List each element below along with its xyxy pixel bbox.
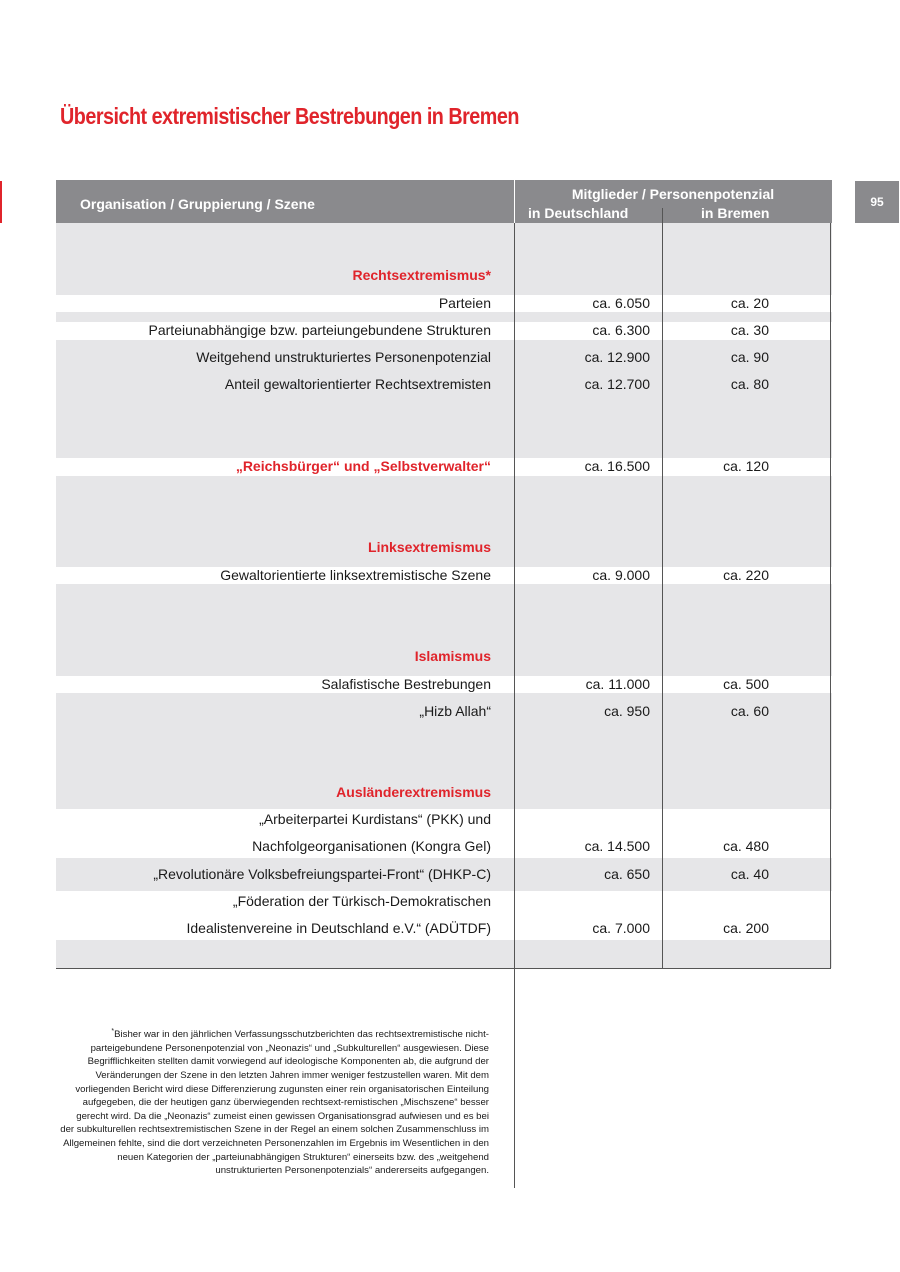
value-deutschland: ca. 16.500 <box>584 458 650 474</box>
row-label-continued: Nachfolgeorganisationen (Kongra Gel) <box>252 838 491 854</box>
footnote-text: Bisher war in den jährlichen Verfassungsschutzberichten das rechtsextremistische nicht-parteigebundene Personenpotenzial von „Neonazis“ und „Subkulturellen“ ausgewiesen. Diese Begrifflichkeiten stellten damit vorwiegend auf ideologische Komponenten ab, die aufgrund der Veränderungen der Szene in den letzten Jahren immer weniger festzustellen waren. Mit dem vorliegenden Bericht wird diese Differenzierung zugunsten einer rein organisatorischen Einteilung aufgegeben, die der heutigen ganz überwiegenden rechtsext-remistischen „Mischszene“ besser gerecht wird. Da die „Neonazis“ zumeist einen gewissen Organisationsgrad aufwiesen und es bei der subkulturellen rechtsextremistischen Szene in der Regel an einem solchen Zusammenschluss im Allgemeinen fehlte, sind die dort verzeichneten Personenzahlen im Ergebnis im Wesentlichen in den neuen Kategorien der „parteiunabhängigen Strukturen“ einerseits bzw. des „weitgehend unstrukturierten Personenpotenzials“ andererseits aufgegangen. <box>60 1029 489 1177</box>
row-label: Parteiunabhängige bzw. parteiungebundene Strukturen <box>148 322 491 338</box>
row-label: „Föderation der Türkisch-Demokratischen <box>232 893 491 909</box>
row-label: Salafistische Bestrebungen <box>321 676 491 692</box>
value-bremen: ca. 60 <box>730 703 769 719</box>
category-linksextremismus: Linksextremismus <box>368 539 491 555</box>
value-bremen: ca. 30 <box>730 322 769 338</box>
category-islamismus: Islamismus <box>414 648 491 664</box>
row-label: Weitgehend unstrukturiertes Personenpotenzial <box>196 349 491 365</box>
value-bremen: ca. 20 <box>730 295 769 311</box>
header-organisation: Organisation / Gruppierung / Szene <box>80 196 315 212</box>
divider-label-column <box>514 223 515 1188</box>
row-label: „Arbeiterpartei Kurdistans“ (PKK) und <box>259 811 491 827</box>
category-reichsbuerger: „Reichsbürger“ und „Selbstverwalter“ <box>235 458 491 474</box>
value-deutschland: ca. 7.000 <box>592 920 650 936</box>
band-rechts-sep <box>56 312 832 322</box>
value-deutschland: ca. 12.700 <box>584 376 650 392</box>
page-title: Übersicht extremistischer Bestrebungen in Bremen <box>60 103 519 129</box>
value-bremen: ca. 90 <box>730 349 769 365</box>
row-label: Gewaltorientierte linksextremistische Szene <box>220 567 491 583</box>
category-rechtsextremismus: Rechtsextremismus* <box>352 267 491 283</box>
row-label: „Revolutionäre Volksbefreiungspartei-Front“ (DHKP-C) <box>153 866 491 882</box>
table-header <box>56 180 832 223</box>
footnote-marker: * <box>111 1028 115 1035</box>
red-edge-marker <box>0 181 2 223</box>
table-bottom-rule <box>56 968 831 969</box>
header-col-bremen: in Bremen <box>701 205 770 221</box>
row-label: „Hizb Allah“ <box>419 703 491 719</box>
divider-value-column <box>662 208 663 969</box>
footnote <box>60 1025 489 1178</box>
value-deutschland: ca. 12.900 <box>584 349 650 365</box>
category-auslaenderextremismus: Ausländerextremismus <box>336 784 491 800</box>
value-deutschland: ca. 6.050 <box>592 295 650 311</box>
value-deutschland: ca. 950 <box>604 703 650 719</box>
band-table-end <box>56 940 832 968</box>
row-label: Parteien <box>438 295 491 311</box>
value-deutschland: ca. 9.000 <box>592 567 650 583</box>
value-deutschland: ca. 6.300 <box>592 322 650 338</box>
value-bremen: ca. 480 <box>723 838 769 854</box>
value-bremen: ca. 220 <box>723 567 769 583</box>
value-bremen: ca. 120 <box>723 458 769 474</box>
page-number-tab: 95 <box>855 181 899 223</box>
value-bremen: ca. 40 <box>730 866 769 882</box>
value-deutschland: ca. 14.500 <box>584 838 650 854</box>
divider-right-edge <box>830 223 831 969</box>
value-deutschland: ca. 650 <box>604 866 650 882</box>
row-label-continued: Idealistenvereine in Deutschland e.V.“ (ADÜTDF) <box>186 920 491 936</box>
value-bremen: ca. 80 <box>730 376 769 392</box>
value-bremen: ca. 500 <box>723 676 769 692</box>
row-label: Anteil gewaltorientierter Rechtsextremisten <box>224 376 491 392</box>
header-members-group: Mitglieder / Personenpotenzial <box>571 186 775 202</box>
header-col-deutschland: in Deutschland <box>528 205 629 221</box>
value-deutschland: ca. 11.000 <box>585 676 650 692</box>
band-rechts-header <box>56 223 832 295</box>
value-bremen: ca. 200 <box>723 920 769 936</box>
